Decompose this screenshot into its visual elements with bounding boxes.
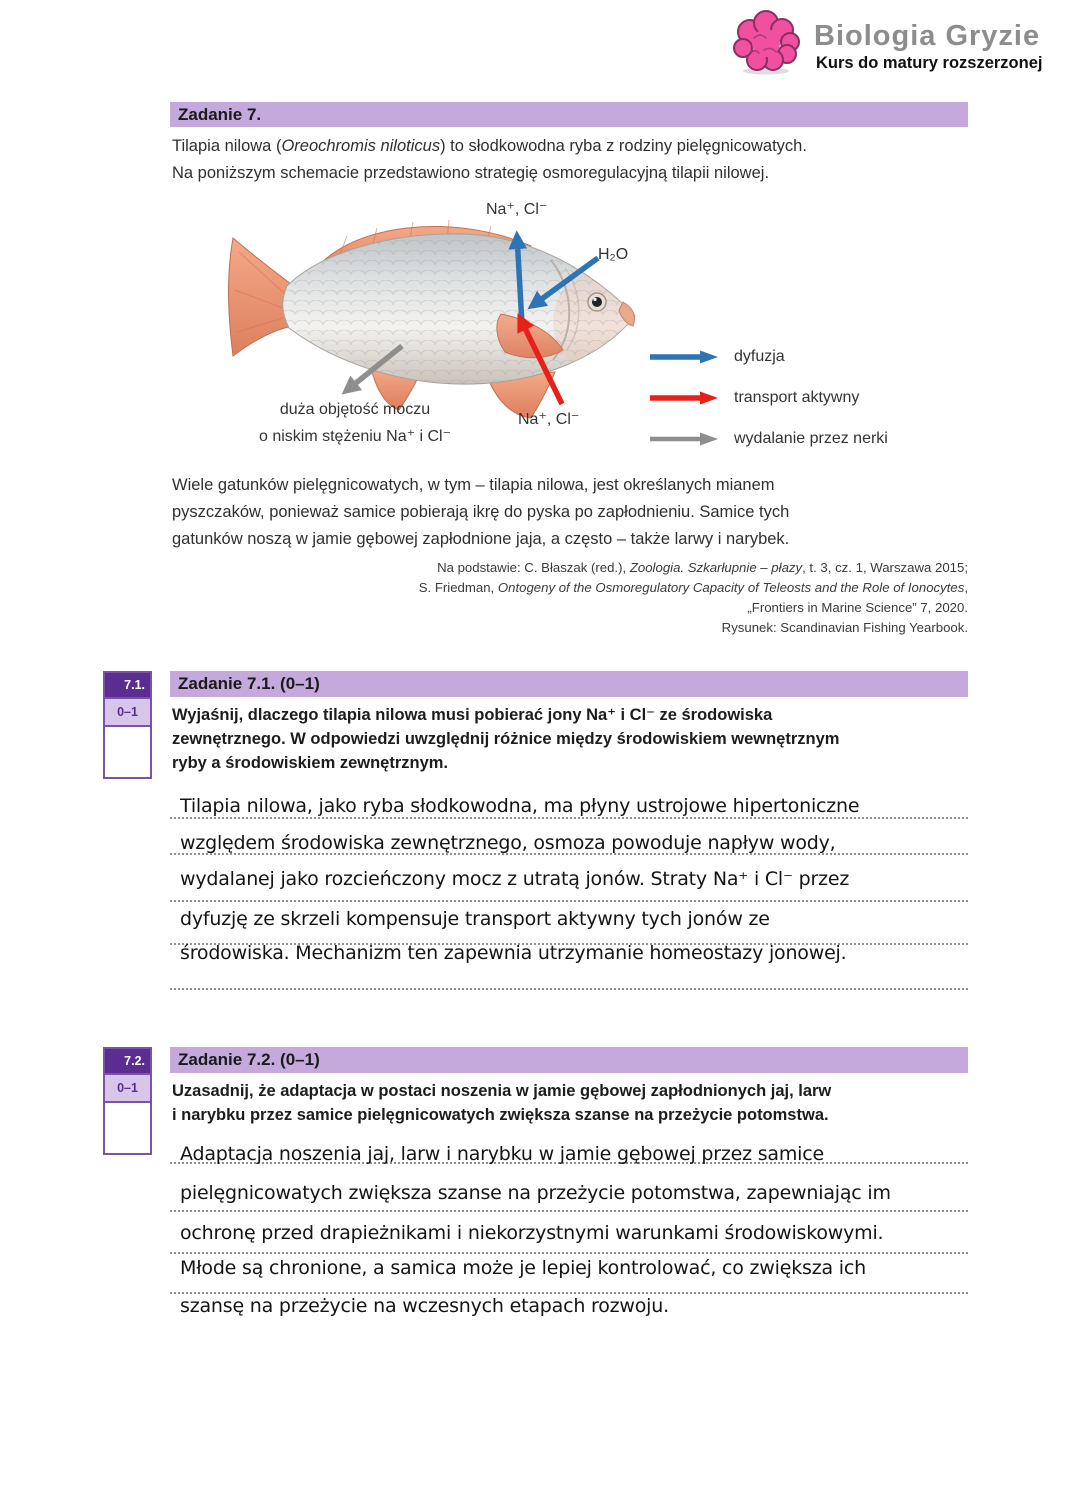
dotted-rule xyxy=(170,1210,968,1212)
legend-label: wydalanie przez nerki xyxy=(734,429,888,447)
task72-answer-area xyxy=(170,1140,968,1322)
active-transport-arrow-icon xyxy=(648,390,720,406)
legend-row-diffusion xyxy=(648,336,888,377)
task72-margin-badge xyxy=(103,1047,152,1155)
answer-line[interactable]: pielęgnicowatych zwiększa szanse na przeżycie potomstwa, zapewniając im xyxy=(180,1182,891,1204)
legend xyxy=(648,336,888,459)
label-ions-top: Na⁺, Cl⁻ xyxy=(486,201,548,218)
water-in-arrow xyxy=(532,258,598,306)
answer-line[interactable]: względem środowiska zewnętrznego, osmoza powoduje napływ wody, xyxy=(180,832,836,854)
label-ions-bottom: Na⁺, Cl⁻ xyxy=(518,411,580,428)
answer-line[interactable]: środowiska. Mechanizm ten zapewnia utrzymanie homeostazy jonowej. xyxy=(180,942,847,964)
task72-question-line: Uzasadnij, że adaptacja w postaci noszenia w jamie gębowej zapłodnionych jaj, larw xyxy=(172,1082,832,1100)
source-citation xyxy=(172,558,968,638)
diffusion-arrow-icon xyxy=(648,349,720,365)
active-transport-arrow xyxy=(520,318,562,404)
points-badge: 0–1 xyxy=(103,1073,152,1103)
task71-margin-badge xyxy=(103,671,152,779)
score-box xyxy=(103,1101,152,1155)
score-box xyxy=(103,725,152,779)
task71-question-line: Wyjaśnij, dlaczego tilapia nilowa musi pobierać jony Na⁺ i Cl⁻ ze środowiska xyxy=(172,706,773,724)
answer-line[interactable]: Adaptacja noszenia jaj, larw i narybku w jamie gębowej przez samice xyxy=(180,1143,824,1165)
answer-line[interactable]: ochronę przed drapieżnikami i niekorzystnymi warunkami środowiskowymi. xyxy=(180,1222,884,1244)
latin-name: Oreochromis niloticus xyxy=(281,137,441,155)
legend-label: dyfuzja xyxy=(734,347,785,365)
source-citation-line: „Frontiers in Marine Science” 7, 2020. xyxy=(747,600,968,615)
points-badge: 0–1 xyxy=(103,697,152,727)
diffusion-out-arrow xyxy=(517,236,522,324)
task71-answer-area xyxy=(170,786,968,998)
task-number-badge: 7.1. xyxy=(103,671,152,699)
task72-question-line: i narybku przez samice pielęgnicowatych zwiększa szanse na przeżycie potomstwa. xyxy=(172,1106,829,1124)
answer-line[interactable]: Tilapia nilowa, jako ryba słodkowodna, ma płyny ustrojowe hipertoniczne xyxy=(180,795,860,817)
legend-label: transport aktywny xyxy=(734,388,860,406)
task71-banner: Zadanie 7.1. (0–1) xyxy=(170,671,968,697)
task71-question-line: ryby a środowiskiem zewnętrznym. xyxy=(172,754,449,772)
answer-line[interactable]: Młode są chronione, a samica może je lepiej kontrolować, co zwiększa ich xyxy=(180,1257,866,1279)
task7-intro-line1: Tilapia nilowa (Oreochromis niloticus) to słodkowodna ryba z rodziny pielęgnicowatych. xyxy=(172,137,807,155)
label-urine-line1: duża objętość moczu xyxy=(279,401,431,418)
fish-diagram xyxy=(170,196,968,458)
answer-line[interactable]: dyfuzję ze skrzeli kompensuje transport aktywny tych jonów ze xyxy=(180,908,770,930)
answer-line[interactable]: szansę na przeżycie na wczesnych etapach rozwoju. xyxy=(180,1295,669,1317)
task7-intro-line2: Na poniższym schemacie przedstawiono strategię osmoregulacyjną tilapii nilowej. xyxy=(172,164,770,182)
task7-paragraph-line: Wiele gatunków pielęgnicowatych, w tym – tilapia nilowa, jest określanych mianem xyxy=(172,476,775,494)
source-citation-line: Rysunek: Scandinavian Fishing Yearbook. xyxy=(721,620,968,635)
task7-banner: Zadanie 7. xyxy=(170,102,968,127)
brand-title: Biologia Gryzie xyxy=(814,20,1041,52)
answer-line[interactable]: wydalanej jako rozcieńczony mocz z utratą jonów. Straty Na⁺ i Cl⁻ przez xyxy=(180,868,850,890)
source-citation-line: Na podstawie: C. Błaszak (red.), Zoologia. Szkarłupnie – płazy, t. 3, cz. 1, Warszawa 2015; xyxy=(437,560,968,575)
legend-row-active-transport xyxy=(648,377,888,418)
label-urine xyxy=(190,401,520,446)
kidney-excretion-arrow-icon xyxy=(648,431,720,447)
task7-paragraph-line: gatunków noszą w jamie gębowej zapłodnione jaja, a często – także larwy i narybek. xyxy=(172,530,790,548)
dotted-rule xyxy=(170,1252,968,1254)
dotted-rule xyxy=(170,1292,968,1294)
brain-logo-icon xyxy=(730,8,802,76)
task7-paragraph-line: pyszczaków, ponieważ samice pobierają ikrę do pyska po zapłodnieniu. Samice tych xyxy=(172,503,790,521)
legend-row-kidney-excretion xyxy=(648,418,888,459)
task71-question-line: zewnętrznego. W odpowiedzi uwzględnij różnice między środowiskiem wewnętrznym xyxy=(172,730,840,748)
source-citation-line: S. Friedman, Ontogeny of the Osmoregulatory Capacity of Teleosts and the Role of Ionocytes, xyxy=(418,580,968,595)
dotted-rule xyxy=(170,900,968,902)
brand-subtitle: Kurs do matury rozszerzonej xyxy=(816,54,1043,72)
task72-banner: Zadanie 7.2. (0–1) xyxy=(170,1047,968,1073)
label-urine-line2: o niskim stężeniu Na⁺ i Cl⁻ xyxy=(258,428,452,445)
label-water: H₂O xyxy=(598,246,629,263)
dotted-rule xyxy=(170,988,968,990)
kidney-excretion-arrow xyxy=(346,346,402,391)
task-number-badge: 7.2. xyxy=(103,1047,152,1075)
